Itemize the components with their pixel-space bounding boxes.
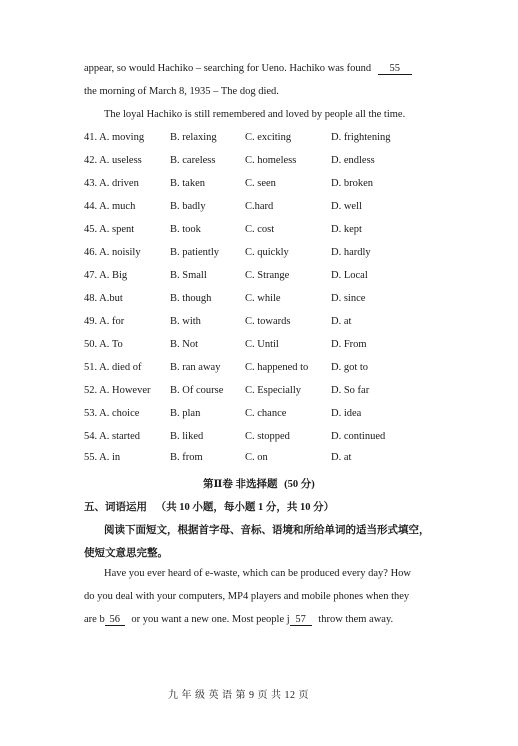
- option-c: C. stopped: [245, 431, 290, 442]
- option-b: B. though: [170, 293, 212, 304]
- question-number-and-option-a: 43. A. driven: [84, 178, 139, 189]
- passage2-line-3-c: throw them away.: [318, 614, 394, 625]
- option-c: C. happened to: [245, 362, 309, 373]
- option-c: C. Until: [245, 339, 279, 350]
- option-c: C. homeless: [245, 155, 297, 166]
- option-d: D. From: [331, 339, 367, 350]
- passage2-line-3: [84, 614, 393, 626]
- question-number-and-option-a: 44. A. much: [84, 201, 136, 212]
- section5-heading-note: （共 10 小题，每小题 1 分，共 10 分）: [155, 502, 335, 513]
- option-b: B. badly: [170, 201, 206, 212]
- passage-line-1-text: appear, so would Hachiko – searching for Ueno. Hachiko was found: [84, 63, 372, 74]
- passage2-line-2: do you deal with your computers, MP4 players and mobile phones when they: [84, 591, 410, 602]
- option-d: D. hardly: [331, 247, 371, 258]
- option-c: C.hard: [245, 201, 274, 212]
- option-c: C. towards: [245, 316, 291, 327]
- question-number-and-option-a: 53. A. choice: [84, 408, 140, 419]
- section5-heading: [84, 499, 334, 514]
- option-b: B. with: [170, 316, 201, 327]
- option-d: D. So far: [331, 385, 370, 396]
- question-number-and-option-a: 45. A. spent: [84, 224, 135, 235]
- option-c: C. seen: [245, 178, 276, 189]
- question-number-and-option-a: 50. A. To: [84, 339, 123, 350]
- option-b: B. ran away: [170, 362, 221, 373]
- option-d: D. frightening: [331, 132, 391, 143]
- option-d: D. idea: [331, 408, 362, 419]
- question-number-and-option-a: 46. A. noisily: [84, 247, 141, 258]
- question-number-and-option-a: 49. A. for: [84, 316, 125, 327]
- option-d: D. kept: [331, 224, 362, 235]
- option-d: D. well: [331, 201, 362, 212]
- option-c: C. Especially: [245, 385, 301, 396]
- option-b: B. Small: [170, 270, 207, 281]
- option-c: C. exciting: [245, 132, 292, 143]
- section5-instruction-2: 使短文意思完整。: [84, 548, 168, 559]
- option-d: D. broken: [331, 178, 373, 189]
- question-number-and-option-a: 54. A. started: [84, 431, 140, 442]
- blank-57: 57: [290, 614, 312, 626]
- option-c: C. cost: [245, 224, 275, 235]
- option-c: C. quickly: [245, 247, 289, 258]
- option-b: B. from: [170, 452, 203, 463]
- question-number-and-option-a: 41. A. moving: [84, 132, 145, 143]
- passage2-line-3-a: are b: [84, 614, 105, 625]
- option-b: B. careless: [170, 155, 216, 166]
- passage-line-2: the morning of March 8, 1935 – The dog died.: [84, 86, 279, 97]
- passage-line-1: [84, 63, 412, 75]
- passage2-line-1: Have you ever heard of e-waste, which can be produced every day? How: [104, 568, 411, 579]
- blank-56: 56: [105, 614, 125, 626]
- question-number-and-option-a: 48. A.but: [84, 293, 123, 304]
- question-number-and-option-a: 55. A. in: [84, 452, 121, 463]
- option-c: C. Strange: [245, 270, 290, 281]
- option-b: B. Not: [170, 339, 199, 350]
- section5-heading-text: 五、词语运用: [84, 502, 147, 513]
- part2-title-text: 第Ⅱ卷 非选择题: [203, 479, 278, 490]
- option-b: B. taken: [170, 178, 205, 189]
- option-c: C. while: [245, 293, 281, 304]
- question-number-and-option-a: 47. A. Big: [84, 270, 128, 281]
- option-c: C. chance: [245, 408, 287, 419]
- option-b: B. took: [170, 224, 201, 235]
- option-d: D. got to: [331, 362, 369, 373]
- option-d: D. since: [331, 293, 366, 304]
- option-b: B. Of course: [170, 385, 224, 396]
- option-d: D. Local: [331, 270, 368, 281]
- question-number-and-option-a: 52. A. However: [84, 385, 151, 396]
- page-footer: 九 年 级 英 语 第 9 页 共 12 页: [168, 690, 309, 701]
- option-d: D. endless: [331, 155, 375, 166]
- option-d: D. continued: [331, 431, 386, 442]
- question-number-and-option-a: 42. A. useless: [84, 155, 142, 166]
- option-b: B. plan: [170, 408, 201, 419]
- option-b: B. patiently: [170, 247, 219, 258]
- blank-55: 55: [378, 63, 412, 75]
- option-b: B. relaxing: [170, 132, 217, 143]
- part2-title: [203, 476, 315, 491]
- option-d: D. at: [331, 452, 352, 463]
- passage2-line-3-b: or you want a new one. Most people j: [131, 614, 290, 625]
- section5-instruction-1: 阅读下面短文，根据首字母、音标、语境和所给单词的适当形式填空，: [104, 525, 430, 536]
- option-d: D. at: [331, 316, 352, 327]
- passage-line-3: The loyal Hachiko is still remembered and loved by people all the time.: [104, 109, 406, 120]
- option-b: B. liked: [170, 431, 204, 442]
- part2-score: (50 分): [284, 479, 315, 490]
- question-number-and-option-a: 51. A. died of: [84, 362, 142, 373]
- option-c: C. on: [245, 452, 268, 463]
